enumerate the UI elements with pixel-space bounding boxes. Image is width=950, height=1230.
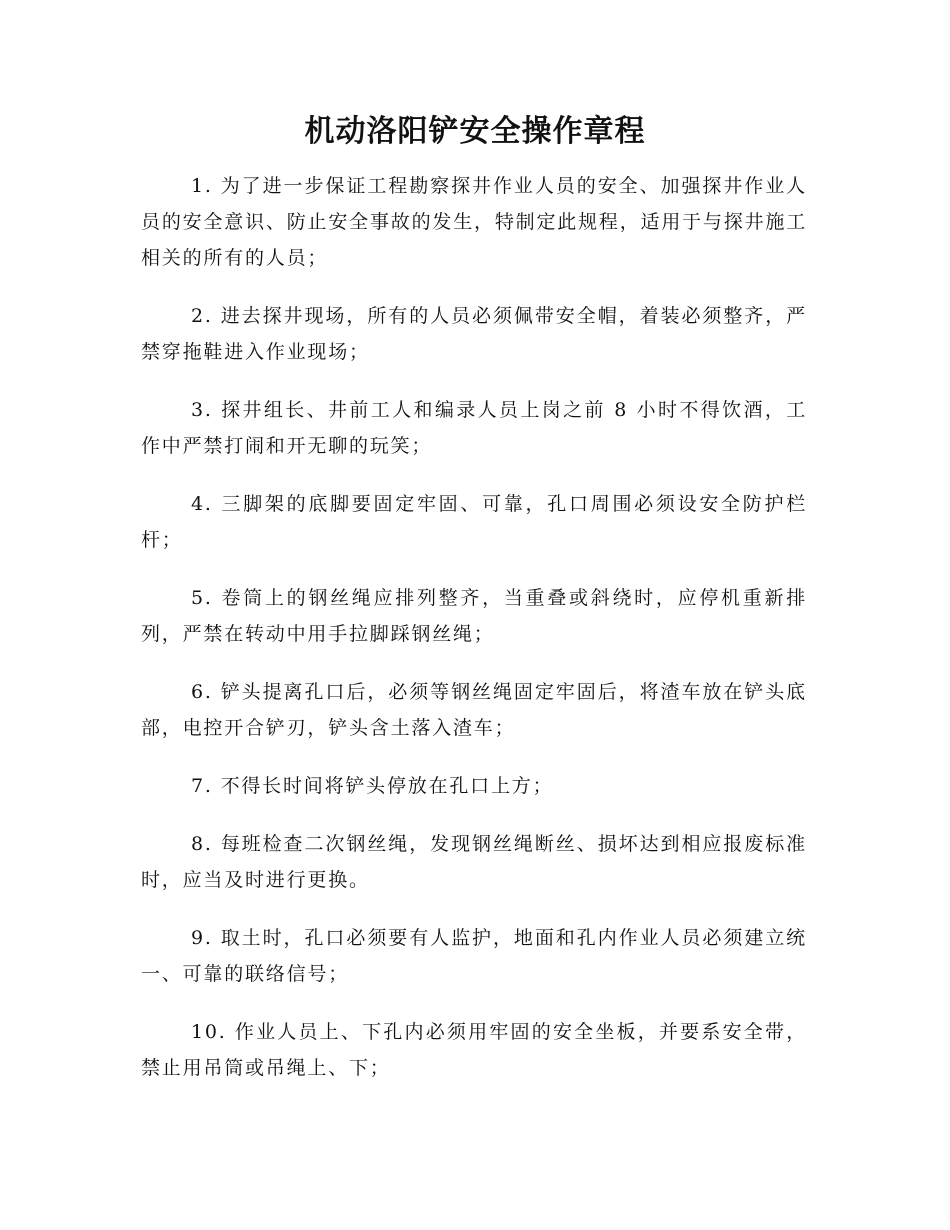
document-body xyxy=(141,168,807,1108)
paragraph-7: 7. 不得长时间将铲头停放在孔口上方； xyxy=(191,775,554,797)
paragraph-9: 9. 取土时，孔口必须要有人监护，地面和孔内作业人员必须建立统一、可靠的联络信号； xyxy=(141,927,807,985)
paragraph-5: 5. 卷筒上的钢丝绳应排列整齐，当重叠或斜绕时，应停机重新排列，严禁在转动中用手拉脚踩钢丝绳； xyxy=(141,587,807,645)
paragraph-10: 10. 作业人员上、下孔内必须用牢固的安全坐板，并要系安全带，禁止用吊筒或吊绳上、下； xyxy=(141,1021,807,1079)
paragraph-1: 1. 为了进一步保证工程勘察探井作业人员的安全、加强探井作业人员的安全意识、防止安全事故的发生，特制定此规程，适用于与探井施工相关的所有的人员； xyxy=(141,175,807,269)
document-title: 机动洛阳铲安全操作章程 xyxy=(304,114,646,149)
paragraph-3: 3. 探井组长、井前工人和编录人员上岗之前 8 小时不得饮酒，工作中严禁打闹和开无聊的玩笑； xyxy=(141,399,807,457)
paragraph-6: 6. 铲头提离孔口后，必须等钢丝绳固定牢固后，将渣车放在铲头底部，电控开合铲刃，铲头含土落入渣车； xyxy=(141,681,807,739)
paragraph-4: 4. 三脚架的底脚要固定牢固、可靠，孔口周围必须设安全防护栏杆； xyxy=(141,493,807,551)
paragraph-2: 2. 进去探井现场，所有的人员必须佩带安全帽，着装必须整齐，严禁穿拖鞋进入作业现场； xyxy=(141,305,807,363)
paragraph-8: 8. 每班检查二次钢丝绳，发现钢丝绳断丝、损坏达到相应报废标准时，应当及时进行更换。 xyxy=(141,833,807,891)
